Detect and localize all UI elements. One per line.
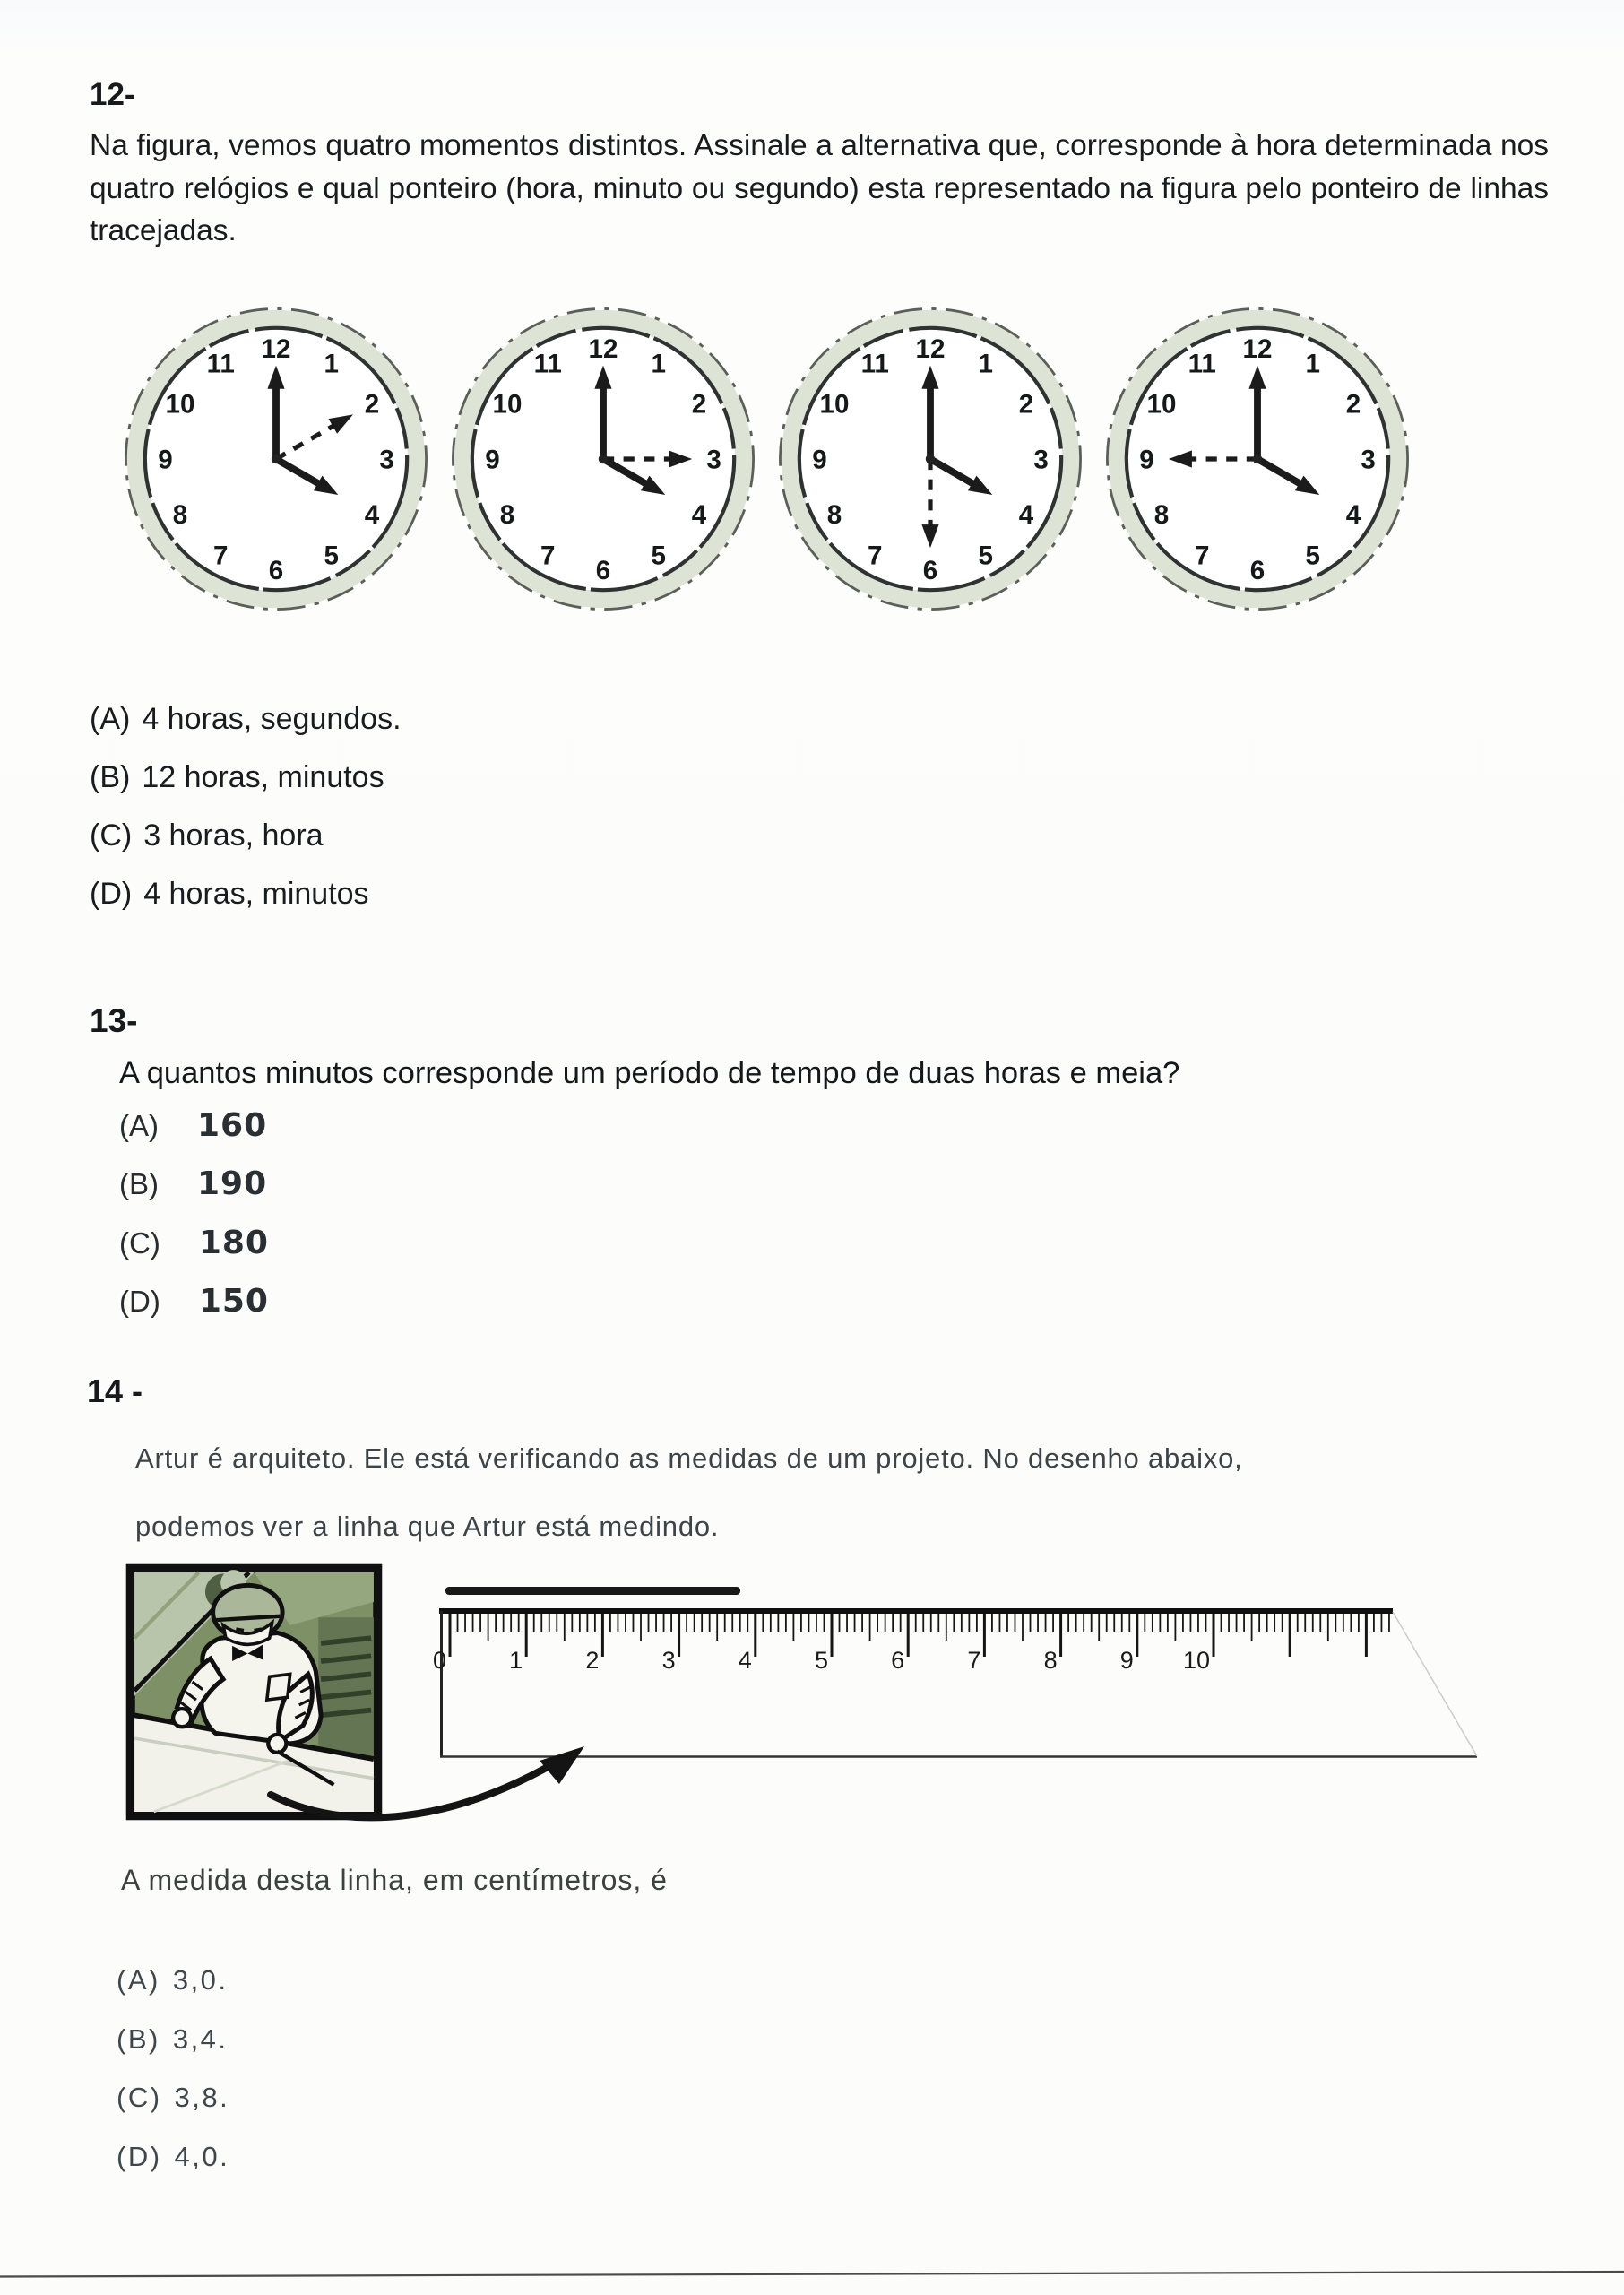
svg-text:7: 7 <box>213 541 229 571</box>
svg-text:8: 8 <box>826 500 842 531</box>
clock-illustration-2 <box>447 303 759 615</box>
option-text: 150 <box>198 1283 269 1320</box>
q13-option-d <box>119 1283 269 1320</box>
svg-text:9: 9 <box>485 445 500 475</box>
svg-text:8: 8 <box>499 500 515 531</box>
option-text: 180 <box>198 1225 269 1261</box>
svg-text:1: 1 <box>324 349 339 379</box>
option-label: (C) <box>119 1226 160 1260</box>
q12-option-a <box>90 702 402 737</box>
q13-option-b <box>119 1165 267 1202</box>
clock-illustration-3 <box>774 303 1086 615</box>
svg-text:2: 2 <box>1345 389 1361 420</box>
svg-text:6: 6 <box>891 1647 905 1674</box>
clock-illustration-4 <box>1101 303 1413 615</box>
option-text: 3,4. <box>172 2023 229 2055</box>
svg-text:2: 2 <box>364 389 380 420</box>
svg-text:5: 5 <box>324 541 339 571</box>
svg-text:7: 7 <box>868 541 883 571</box>
svg-text:4: 4 <box>364 500 380 531</box>
svg-text:6: 6 <box>1249 555 1266 585</box>
q12-option-c <box>90 818 324 853</box>
question-12-number: 12- <box>90 77 135 112</box>
clock-illustration-1 <box>120 303 432 615</box>
svg-text:3: 3 <box>1361 445 1376 475</box>
question-14-number: 14 - <box>87 1373 143 1409</box>
option-text: 12 horas, minutos <box>142 760 384 794</box>
question-13-text: A quantos minutos corresponde um período de tempo de duas horas e meia? <box>119 1056 1180 1090</box>
svg-text:10: 10 <box>165 389 195 420</box>
option-text: 3,0. <box>172 1964 229 1996</box>
svg-text:11: 11 <box>206 349 235 379</box>
svg-text:12: 12 <box>1242 333 1273 364</box>
svg-text:6: 6 <box>595 555 611 585</box>
svg-text:1: 1 <box>978 349 993 379</box>
svg-text:7: 7 <box>540 541 556 571</box>
svg-text:12: 12 <box>261 333 291 364</box>
option-label: (B) <box>119 1167 159 1200</box>
option-text: 160 <box>197 1107 268 1144</box>
svg-text:3: 3 <box>706 445 721 475</box>
q14-option-c <box>117 2082 229 2114</box>
svg-text:4: 4 <box>691 500 707 531</box>
svg-text:3: 3 <box>1033 445 1049 475</box>
svg-text:12: 12 <box>915 333 946 364</box>
question-13-number: 13- <box>90 1002 138 1039</box>
svg-text:3: 3 <box>661 1647 676 1674</box>
svg-text:9: 9 <box>812 445 827 475</box>
svg-text:3: 3 <box>379 445 394 475</box>
svg-text:10: 10 <box>819 389 850 420</box>
option-label: (C) <box>90 818 133 853</box>
q12-option-b <box>90 760 384 795</box>
q12-option-d <box>90 877 369 912</box>
svg-text:6: 6 <box>922 555 938 585</box>
q13-option-a <box>119 1107 267 1144</box>
page-scan-edge <box>0 2266 1624 2279</box>
svg-text:10: 10 <box>1182 1647 1210 1674</box>
svg-text:5: 5 <box>814 1647 828 1674</box>
svg-text:11: 11 <box>533 349 562 379</box>
svg-text:10: 10 <box>492 389 523 420</box>
svg-text:2: 2 <box>585 1647 600 1674</box>
svg-text:11: 11 <box>860 349 889 379</box>
svg-text:11: 11 <box>1188 349 1216 379</box>
svg-text:9: 9 <box>158 445 173 475</box>
svg-text:8: 8 <box>1043 1647 1058 1674</box>
svg-text:8: 8 <box>172 500 188 531</box>
question-14-text: A medida desta linha, em centímetros, é <box>121 1864 668 1896</box>
svg-text:8: 8 <box>1153 500 1170 531</box>
option-label: (B) <box>117 2023 160 2055</box>
q14-option-b <box>117 2023 229 2056</box>
clock-figure-row <box>120 303 1413 615</box>
svg-text:0: 0 <box>432 1647 446 1674</box>
option-label: (A) <box>119 1109 159 1142</box>
svg-text:6: 6 <box>268 555 284 585</box>
svg-text:7: 7 <box>967 1647 981 1674</box>
question-14-intro-line2: podemos ver a linha que Artur está medindo. <box>135 1511 720 1542</box>
option-text: 4 horas, segundos. <box>142 702 402 736</box>
q13-option-c <box>119 1225 269 1261</box>
curved-arrow-icon <box>215 1728 600 1827</box>
option-label: (A) <box>90 702 131 736</box>
svg-text:9: 9 <box>1139 445 1154 475</box>
option-label: (A) <box>117 1964 160 1996</box>
svg-text:10: 10 <box>1146 389 1177 420</box>
svg-text:4: 4 <box>1345 500 1361 531</box>
option-label: (D) <box>119 1285 160 1318</box>
q14-option-d <box>117 2141 229 2173</box>
option-text: 4,0. <box>174 2141 230 2172</box>
question-12-text: Na figura, vemos quatro momentos distintos. Assinale a alternativa que, corresponde à hora determinada nos quatro relógios e qual ponteiro (hora, minuto ou segundo) esta representado na figura pelo ponteiro de linhas tracejadas. <box>90 129 1549 247</box>
svg-text:1: 1 <box>509 1647 523 1674</box>
svg-text:7: 7 <box>1195 541 1210 571</box>
svg-text:4: 4 <box>738 1647 752 1674</box>
svg-text:1: 1 <box>651 349 666 379</box>
option-text: 3,8. <box>174 2082 230 2113</box>
svg-text:2: 2 <box>1018 389 1034 420</box>
option-label: (D) <box>117 2141 162 2172</box>
svg-text:5: 5 <box>978 541 993 571</box>
svg-text:12: 12 <box>588 333 618 364</box>
svg-text:9: 9 <box>1119 1647 1134 1674</box>
option-label: (B) <box>90 760 131 794</box>
svg-text:4: 4 <box>1018 500 1034 531</box>
question-14-intro-line1: Artur é arquiteto. Ele está verificando as medidas de um projeto. No desenho abaixo, <box>135 1442 1243 1474</box>
option-label: (C) <box>117 2082 162 2113</box>
option-text: 4 horas, minutos <box>143 877 369 911</box>
option-text: 190 <box>197 1165 268 1202</box>
svg-text:5: 5 <box>651 541 666 571</box>
q14-option-a <box>117 1964 229 1996</box>
svg-text:2: 2 <box>691 389 707 420</box>
measured-line <box>445 1587 740 1595</box>
option-label: (D) <box>90 877 133 911</box>
svg-text:5: 5 <box>1305 541 1320 571</box>
option-text: 3 horas, hora <box>143 818 324 853</box>
svg-text:1: 1 <box>1305 349 1320 379</box>
